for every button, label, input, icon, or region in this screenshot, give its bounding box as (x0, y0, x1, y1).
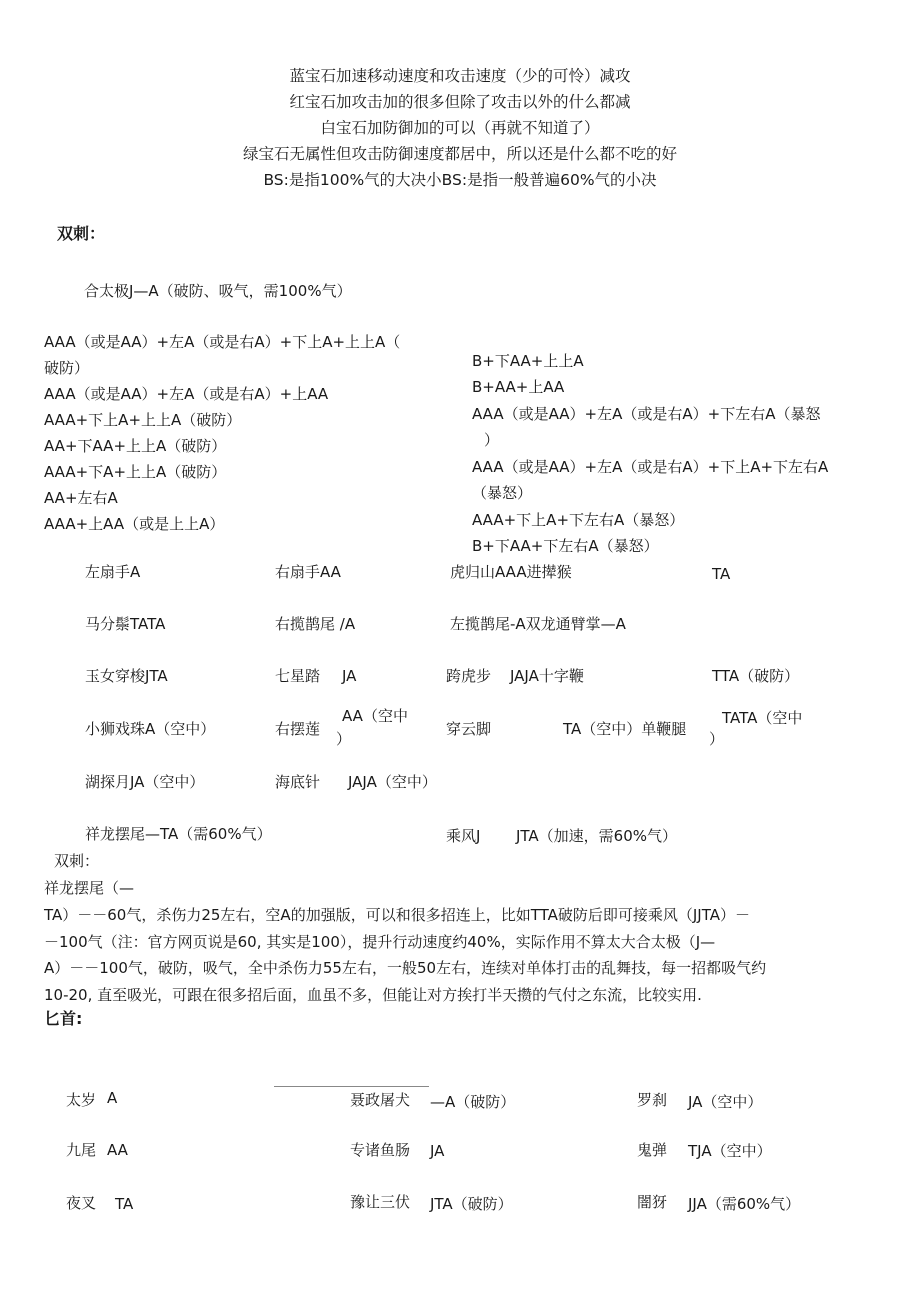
bishou-input-anya: JJA（需60%气） (688, 1195, 801, 1213)
bishou-input-taisui: A (107, 1089, 118, 1107)
desc-line-1: 祥龙摆尾（— (44, 879, 135, 897)
desc-line-3: －100气（注：官方网页说是60, 其实是100），提升行动速度约40%，实际作用不算太大合太极（J— (44, 933, 716, 951)
move-youlanquewei: 右揽鹊尾 /A (275, 615, 356, 633)
move-chengfeng: 乘风J (446, 827, 481, 845)
move-tta-pofang: TTA（破防） (712, 667, 800, 685)
move-huguishan-input: TA (712, 565, 731, 583)
gem-note-white: 白宝石加防御加的可以（再就不知道了） (320, 119, 600, 137)
bishou-name-taisui: 太岁 (66, 1091, 97, 1109)
move-chengfeng-input: JTA（加速，需60%气） (516, 827, 678, 845)
combo-right-4-cont: （暴怒） (472, 484, 533, 502)
bishou-name-jiuwei: 九尾 (66, 1141, 97, 1159)
combo-right-4: AAA（或是AA）+左A（或是右A）+下上A+下左右A (472, 458, 829, 476)
move-hutanyue: 湖探月JA（空中） (85, 773, 205, 791)
combo-left-3: AAA+下上A+上上A（破防） (44, 411, 242, 429)
bishou-input-yurang: JTA（破防） (430, 1195, 513, 1213)
combo-left-4: AA+下AA+上上A（破防） (44, 437, 227, 455)
bishou-input-zhuanzhu: JA (430, 1142, 445, 1160)
bishou-name-luosha: 罗刹 (637, 1091, 668, 1109)
combo-left-6: AA+左右A (44, 489, 118, 507)
section-heading-bishou: 匕首: (44, 1009, 83, 1028)
bishou-input-guidan: TJA（空中） (688, 1142, 772, 1160)
bishou-name-niezheng: 聂政屠犬 (350, 1091, 411, 1109)
move-youbailian-input: AA（空中 (342, 707, 408, 725)
combo-right-1: B+下AA+上上A (472, 352, 584, 370)
combo-right-3: AAA（或是AA）+左A（或是右A）+下左右A（暴怒 (472, 405, 821, 423)
section-heading-shuangci-2: 双刺： (54, 852, 100, 870)
move-huguishan: 虎归山AAA进撵猴 (450, 563, 572, 581)
move-youshanshou: 右扇手AA (275, 563, 341, 581)
move-qixingta: 七星踏 (275, 667, 321, 685)
move-haidizhen: 海底针 (275, 773, 321, 791)
move-qixingta-input: JA (342, 667, 357, 685)
gem-note-blue: 蓝宝石加速移动速度和攻击速度（少的可怜）减攻 (289, 67, 631, 85)
move-danbiantui-paren: ） (709, 730, 725, 748)
combo-right-5: AAA+下上A+下左右A（暴怒） (472, 511, 685, 529)
move-xianglongbaiwei: 祥龙摆尾—TA（需60%气） (85, 825, 272, 843)
combo-right-6: B+下AA+下左右A（暴怒） (472, 537, 659, 555)
bishou-name-zhuanzhu: 专诸鱼肠 (350, 1141, 411, 1159)
move-danbiantui: TA（空中）单鞭腿 (563, 720, 687, 738)
combo-right-3-cont: ） (484, 431, 500, 449)
combo-left-1-cont: 破防） (44, 359, 90, 377)
move-youbailian-paren: ） (336, 730, 352, 748)
move-tata-kongzhong: TATA（空中 (722, 709, 803, 727)
move-zuolanquewei: 左揽鹊尾-A双龙通臂掌—A (450, 615, 626, 633)
move-chuanyunjiao: 穿云脚 (446, 720, 492, 738)
combo-right-2: B+AA+上AA (472, 378, 565, 396)
bishou-input-jiuwei: AA (107, 1141, 128, 1159)
divider-line (274, 1086, 429, 1087)
bishou-input-luosha: JA（空中） (688, 1093, 763, 1111)
bishou-name-anya: 闇犽 (637, 1193, 668, 1211)
move-yunvchuansuo: 玉女穿梭JTA (85, 667, 168, 685)
bishou-name-yurang: 豫让三伏 (350, 1193, 411, 1211)
move-xiaoshixizhu: 小狮戏珠A（空中） (85, 720, 216, 738)
move-mafenzong: 马分鬃TATA (85, 615, 166, 633)
move-youbailian: 右摆莲 (275, 720, 321, 738)
combo-left-7: AAA+上AA（或是上上A） (44, 515, 225, 533)
move-kuahubu: 跨虎步 (446, 667, 492, 685)
gem-note-green: 绿宝石无属性但攻击防御速度都居中，所以还是什么都不吃的好 (242, 145, 677, 163)
desc-line-5: 10-20, 直至吸光，可跟在很多招后面，血虽不多，但能让对方挨打半天攒的气付之东流，比较实用. (44, 986, 702, 1004)
desc-line-2: TA）－－60气，杀伤力25左右，空A的加强版，可以和很多招连上，比如TTA破防后即可接乘风（JJTA）－ (44, 906, 750, 924)
big-move-hetaiji: 合太极J—A（破防、吸气，需100%气） (84, 282, 352, 300)
bs-note: BS:是指100%气的大决小BS:是指一般普遍60%气的小决 (263, 171, 657, 189)
combo-left-2: AAA（或是AA）+左A（或是右A）+上AA (44, 385, 329, 403)
combo-left-1: AAA（或是AA）+左A（或是右A）+下上A+上上A（ (44, 333, 401, 351)
bishou-input-yecha: TA (115, 1195, 134, 1213)
move-zuoshanshou: 左扇手A (85, 563, 141, 581)
bishou-name-guidan: 鬼弹 (637, 1141, 668, 1159)
move-shizibian: JAJA十字鞭 (510, 667, 584, 685)
bishou-name-yecha: 夜叉 (66, 1194, 97, 1212)
bishou-input-niezheng: —A（破防） (430, 1093, 516, 1111)
section-heading-shuangci: 双刺： (57, 224, 106, 243)
gem-note-red: 红宝石加攻击加的很多但除了攻击以外的什么都减 (289, 93, 631, 111)
move-haidizhen-input: JAJA（空中） (348, 773, 437, 791)
desc-line-4: A）－－100气，破防，吸气，全中杀伤力55左右，一般50左右，连续对单体打击的乱舞技，每一招都吸气约 (44, 959, 767, 977)
combo-left-5: AAA+下A+上上A（破防） (44, 463, 227, 481)
